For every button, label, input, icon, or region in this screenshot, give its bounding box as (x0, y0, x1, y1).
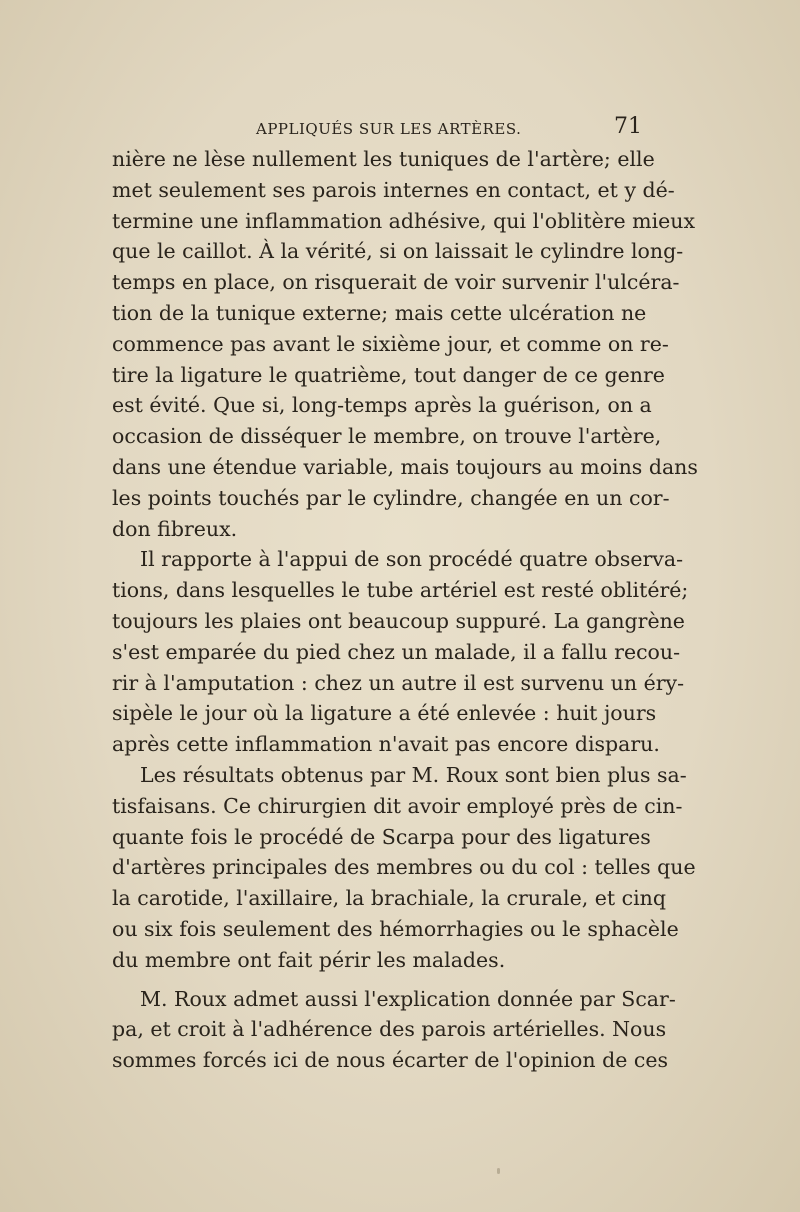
text-line: tion de la tunique externe; mais cette ulcération ne (112, 300, 647, 325)
page-number: 71 (614, 114, 642, 139)
text-line: dans une étendue variable, mais toujours au moins dans (112, 454, 698, 479)
text-line: sipèle le jour où la ligature a été enlevée : huit jours (112, 701, 657, 726)
text-line: M. Roux admet aussi l'explication donnée par Scar- (140, 986, 676, 1011)
text-line: est évité. Que si, long-temps après la guérison, on a (112, 393, 652, 418)
text-line: termine une inflammation adhésive, qui l'oblitère mieux (112, 208, 696, 233)
text-line: ou six fois seulement des hémorrhagies ou le sphacèle (112, 916, 679, 941)
text-line: temps en place, on risquerait de voir survenir l'ulcéra- (112, 270, 680, 295)
text-line: Il rapporte à l'appui de son procédé quatre observa- (140, 547, 684, 572)
paragraph (112, 544, 689, 760)
text-line: s'est emparée du pied chez un malade, il a fallu recou- (112, 639, 681, 664)
text-line: nière ne lèse nullement les tuniques de l'artère; elle (112, 147, 655, 171)
text-line: tire la ligature le quatrième, tout danger de ce genre (112, 362, 665, 387)
paragraph (112, 984, 676, 1076)
text-line: commence pas avant le sixième jour, et comme on re- (112, 331, 669, 356)
text-line: rir à l'amputation : chez un autre il est survenu un éry- (112, 670, 685, 695)
paragraph (112, 760, 696, 976)
text-line: occasion de disséquer le membre, on trouve l'artère, (112, 424, 662, 449)
text-line: Les résultats obtenus par M. Roux sont bien plus sa- (140, 762, 687, 787)
text-line: met seulement ses parois internes en contact, et y dé- (112, 177, 675, 202)
text-line: les points touchés par le cylindre, changée en un cor- (112, 485, 670, 510)
text-line: quante fois le procédé de Scarpa pour des ligatures (112, 824, 651, 849)
text-line: tisfaisans. Ce chirurgien dit avoir employé près de cin- (112, 793, 683, 818)
paragraph-gap (112, 976, 642, 984)
text-line: don fibreux. (112, 516, 238, 541)
text-line: la carotide, l'axillaire, la brachiale, la crurale, et cinq (112, 886, 667, 911)
text-line: que le caillot. À la vérité, si on laissait le cylindre long- (112, 239, 684, 264)
body-text (112, 144, 698, 1076)
text-line: du membre ont fait périr les malades. (112, 947, 506, 972)
text-line: sommes forcés ici de nous écarter de l'opinion de ces (112, 1048, 668, 1073)
text-line: pa, et croit à l'adhérence des parois artérielles. Nous (112, 1017, 667, 1042)
page-header (112, 116, 642, 146)
text-line: tions, dans lesquelles le tube artériel est resté oblitéré; (112, 578, 689, 603)
paragraph (112, 144, 698, 544)
text-line: après cette inflammation n'avait pas encore disparu. (112, 732, 660, 757)
text-line: toujours les plaies ont beaucoup suppuré. La gangrène (112, 608, 685, 633)
text-line: d'artères principales des membres ou du col : telles que (112, 855, 696, 880)
paper-blemish (497, 1168, 500, 1174)
running-head: APPLIQUÉS SUR LES ARTÈRES. (256, 120, 522, 138)
